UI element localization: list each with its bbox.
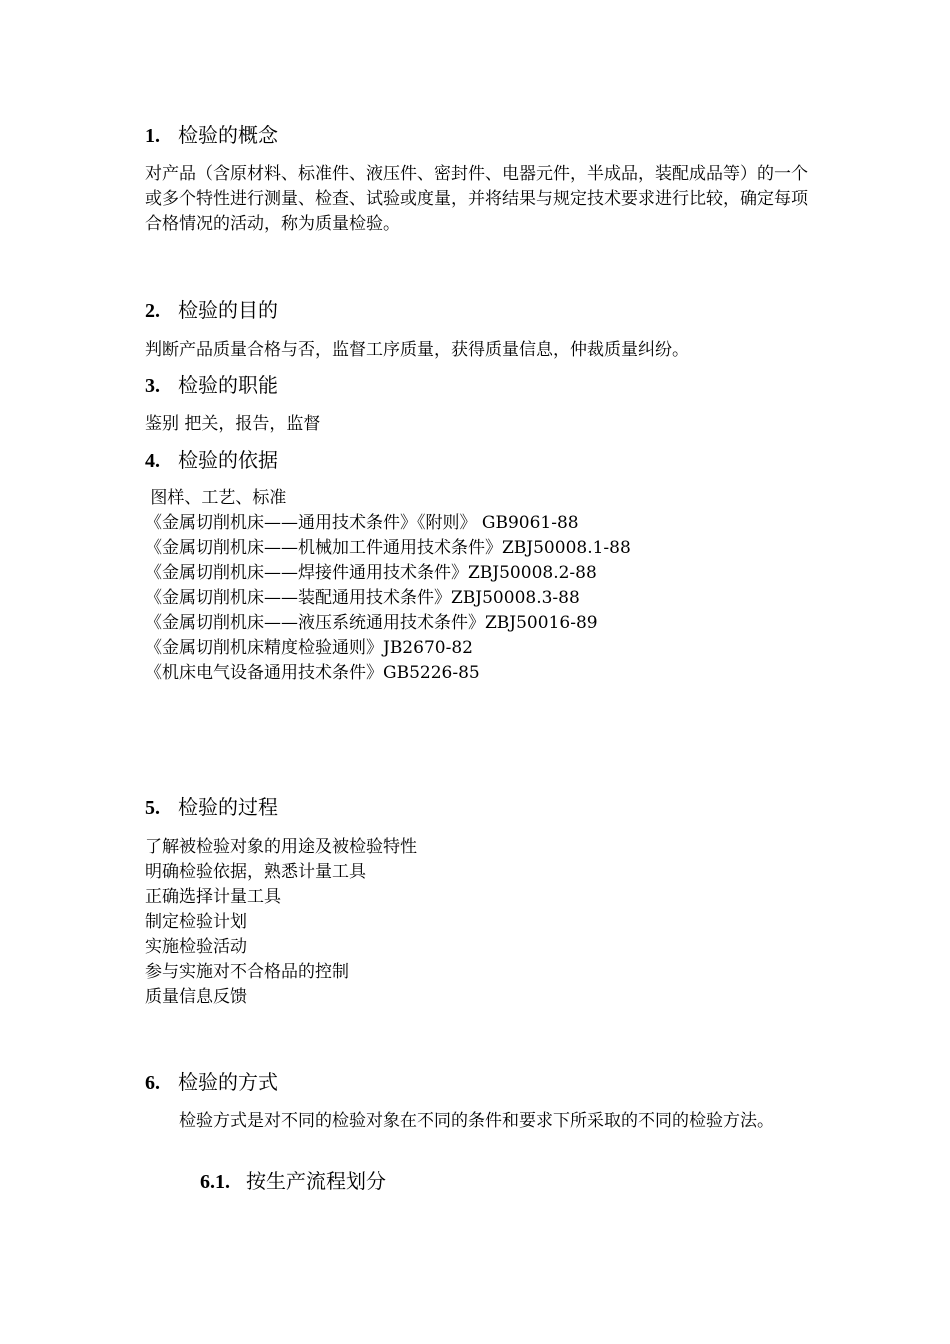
section-4-heading bbox=[145, 447, 278, 474]
subsection-6-1-heading bbox=[200, 1168, 386, 1195]
section-6-body: 检验方式是对不同的检验对象在不同的条件和要求下所采取的不同的检验方法。 bbox=[179, 1111, 774, 1131]
list-item: 参与实施对不合格品的控制 bbox=[145, 962, 349, 982]
section-5-title: 检验的过程 bbox=[178, 795, 278, 819]
list-item: 了解被检验对象的用途及被检验特性 bbox=[145, 837, 417, 857]
section-1-title: 检验的概念 bbox=[178, 123, 278, 147]
section-2-title: 检验的目的 bbox=[178, 298, 278, 322]
section-6-title: 检验的方式 bbox=[178, 1070, 278, 1094]
standard-reference: 《金属切削机床精度检验通则》JB2670-82 bbox=[145, 638, 473, 658]
list-item: 明确检验依据，熟悉计量工具 bbox=[145, 862, 366, 882]
list-item: 图样、工艺、标准 bbox=[145, 488, 287, 508]
section-3-title: 检验的职能 bbox=[178, 373, 278, 397]
section-6-number: 6. bbox=[145, 1072, 160, 1094]
subsection-6-1-number: 6.1. bbox=[200, 1171, 230, 1193]
section-1-body: 对产品（含原材料、标准件、液压件、密封件、电器元件，半成品，装配成品等）的一个或多个特性进行测量、检查、试验或度量，并将结果与规定技术要求进行比较，确定每项合格情况的活动，称为质量检验。 bbox=[145, 164, 808, 234]
section-2-body: 判断产品质量合格与否，监督工序质量，获得质量信息，仲裁质量纠纷。 bbox=[145, 340, 689, 360]
section-2-heading bbox=[145, 297, 278, 324]
section-1-number: 1. bbox=[145, 125, 160, 147]
list-item: 实施检验活动 bbox=[145, 937, 247, 957]
standard-reference: 《金属切削机床——机械加工件通用技术条件》ZBJ50008.1-88 bbox=[145, 538, 631, 558]
section-2-number: 2. bbox=[145, 300, 160, 322]
section-4-number: 4. bbox=[145, 450, 160, 472]
section-4-list bbox=[145, 486, 810, 686]
subsection-6-1-title: 按生产流程划分 bbox=[246, 1169, 386, 1193]
list-item: 质量信息反馈 bbox=[145, 987, 247, 1007]
section-3-body: 鉴别 把关，报告，监督 bbox=[145, 414, 321, 434]
list-item: 正确选择计量工具 bbox=[145, 887, 281, 907]
standard-reference: 《机床电气设备通用技术条件》GB5226-85 bbox=[145, 663, 480, 683]
section-3-heading bbox=[145, 372, 278, 399]
section-4-title: 检验的依据 bbox=[178, 448, 278, 472]
section-5-number: 5. bbox=[145, 797, 160, 819]
list-item: 制定检验计划 bbox=[145, 912, 247, 932]
section-5-list bbox=[145, 835, 810, 1010]
section-6-heading bbox=[145, 1069, 278, 1096]
standard-reference: 《金属切削机床——通用技术条件》《附则》 GB9061-88 bbox=[145, 513, 579, 533]
standard-reference: 《金属切削机床——装配通用技术条件》ZBJ50008.3-88 bbox=[145, 588, 580, 608]
section-5-heading bbox=[145, 794, 278, 821]
section-3-number: 3. bbox=[145, 375, 160, 397]
standard-reference: 《金属切削机床——液压系统通用技术条件》ZBJ50016-89 bbox=[145, 613, 598, 633]
section-1-heading bbox=[145, 122, 278, 149]
standard-reference: 《金属切削机床——焊接件通用技术条件》ZBJ50008.2-88 bbox=[145, 563, 597, 583]
